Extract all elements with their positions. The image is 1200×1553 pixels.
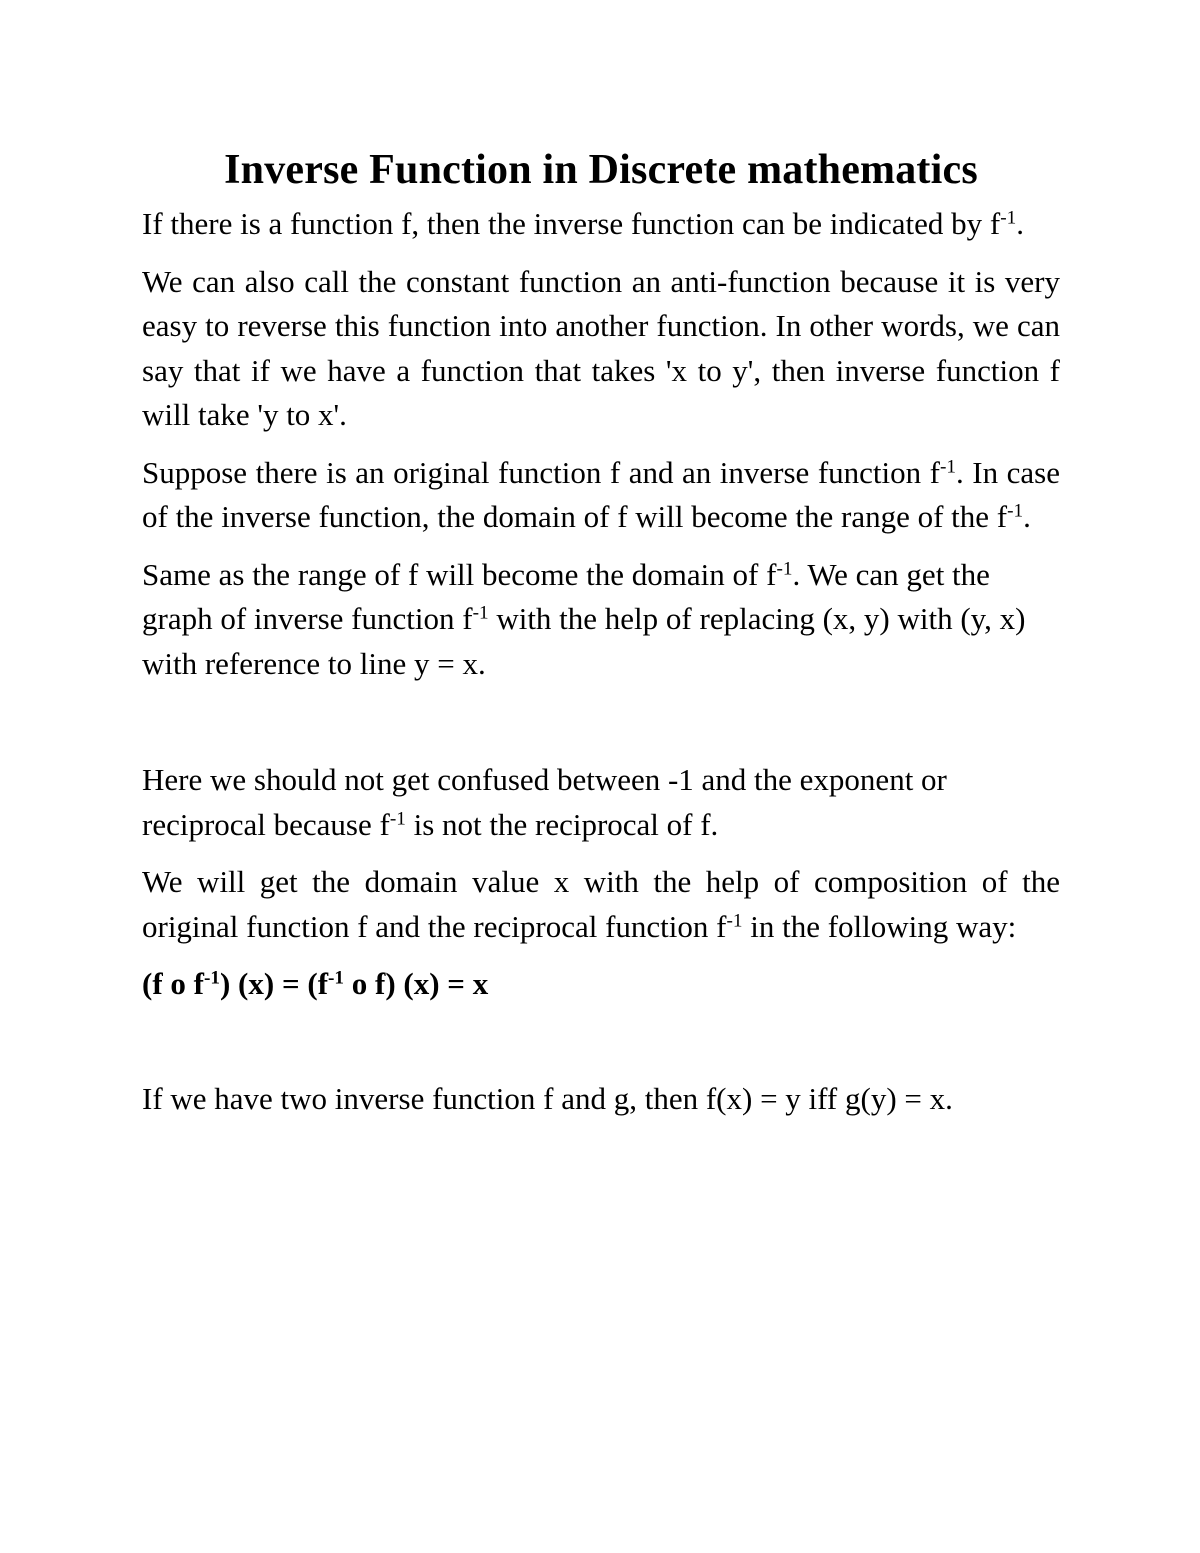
paragraph-3-text-a: Suppose there is an original function f and an inverse function f [142,454,941,490]
formula-text-c: o f) (x) = x [344,966,489,1001]
superscript: -1 [776,557,793,579]
paragraph-5 [142,758,1060,847]
document-page [142,140,1060,1121]
formula-text-a: (f o f [142,966,204,1001]
paragraph-2: We can also call the constant function an anti-function because it is very easy to reverse this function into another function. In other words, we can say that if we have a function that takes 'x to y', then inverse function f will take 'y to x'. [142,263,1060,432]
superscript: -1 [1000,207,1017,229]
superscript: -1 [472,602,489,624]
paragraph-5-text-a: Here we should not get confused between -1 and the exponent or reciprocal because f [142,762,947,842]
paragraph-1-text-b: . [1016,206,1024,241]
inverse-composition-formula [142,962,1060,1007]
superscript: -1 [940,455,957,477]
paragraph-3 [142,451,1060,540]
paragraph-3-text-c: . [1023,499,1031,534]
paragraph-6-text-b: in the following way: [742,908,1017,944]
paragraph-4-text-b: . We can get the graph of inverse function f [142,556,990,636]
paragraph-6 [142,860,1060,949]
superscript: -1 [328,967,345,989]
paragraph-1 [142,202,1060,247]
page-title: Inverse Function in Discrete mathematics [224,147,978,193]
paragraph-5-text-b: is not the reciprocal of f. [405,806,719,842]
paragraph-6-text-a: We will get the domain value x with the help of composition of the original function f and the reciprocal function f [142,864,1060,944]
paragraph-7: If we have two inverse function f and g, then f(x) = y iff g(y) = x. [142,1080,953,1116]
superscript: -1 [726,909,743,931]
paragraph-1-text-a: If there is a function f, then the inverse function can be indicated by f [142,206,1001,241]
paragraph-4-text-a: Same as the range of f will become the domain of f [142,556,777,592]
paragraph-3-text-b: . In case of the inverse function, the domain of f will become the range of the f [142,454,1060,534]
superscript: -1 [389,807,406,829]
superscript: -1 [203,967,220,989]
superscript: -1 [1007,500,1024,522]
formula-text-b: ) (x) = (f [219,966,329,1001]
paragraph-4 [142,553,1060,687]
paragraph-4-text-c: with the help of replacing (x, y) with (y, x) with reference to line y = x. [142,601,1026,681]
